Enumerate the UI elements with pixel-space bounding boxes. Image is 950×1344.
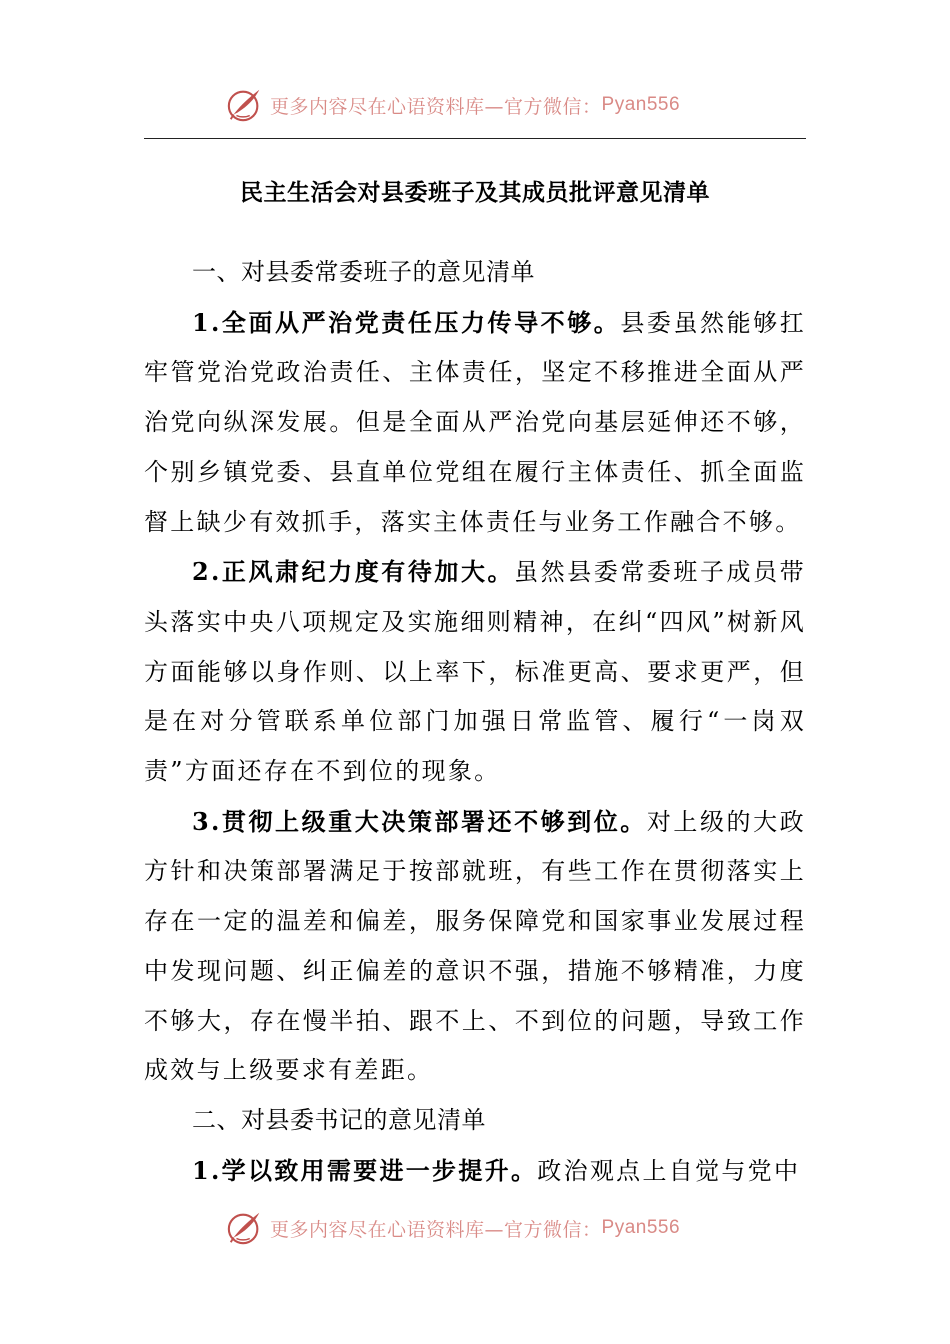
paragraph	[144, 547, 806, 797]
paragraph	[144, 797, 806, 1096]
quill-pen-logo-icon	[226, 86, 264, 124]
watermark-text: 更多内容尽在心语资料库—官方微信：	[270, 95, 602, 118]
footer-watermark-banner	[226, 1206, 680, 1250]
paragraph	[144, 298, 806, 548]
document-title: 民主生活会对县委班子及其成员批评意见清单	[240, 179, 710, 206]
paragraph-lead: 2.正风肃纪力度有待加大。	[192, 557, 515, 587]
wechat-id: Pyan556	[601, 1217, 681, 1238]
section-heading: 二、对县委书记的意见清单	[192, 1105, 486, 1134]
watermark-text: 更多内容尽在心语资料库—官方微信：	[270, 1218, 602, 1241]
section-heading: 一、对县委常委班子的意见清单	[192, 258, 535, 286]
document-body	[144, 248, 806, 1196]
paragraph-text: 对上级的大政方针和决策部署满足于按部就班，有些工作在贯彻落实上存在一定的温差和偏差，服务保障党和国家事业发展过程中发现问题、纠正偏差的意识不强，措施不够精准，力度不够大，存在慢半拍、跟不上、不到位的问题，导致工作成效与上级要求有差距。	[144, 807, 806, 1085]
header-divider	[144, 138, 806, 139]
header-watermark-banner	[226, 83, 680, 127]
paragraph-text: 政治观点上自觉与党中	[537, 1156, 801, 1185]
paragraph-text: 县委虽然能够扛牢管党治党政治责任、主体责任，坚定不移推进全面从严治党向纵深发展。但是全面从严治党向基层延伸还不够，个别乡镇党委、县直单位党组在履行主体责任、抓全面监督上缺少有效抓手，落实主体责任与业务工作融合不够。	[144, 308, 806, 536]
paragraph-lead: 3.贯彻上级重大决策部署还不够到位。	[192, 806, 647, 836]
paragraph	[144, 1146, 806, 1197]
wechat-id: Pyan556	[601, 94, 681, 115]
paragraph-lead: 1.全面从严治党责任压力传导不够。	[192, 307, 621, 337]
paragraph-text: 虽然县委常委班子成员带头落实中央八项规定及实施细则精神，在纠“四风”树新风方面能够以身作则、以上率下，标准更高、要求更严，但是在对分管联系单位部门加强日常监管、履行“一岗双责”方面还存在不到位的现象。	[144, 558, 806, 786]
quill-pen-logo-icon	[226, 1209, 264, 1247]
paragraph-lead: 1.学以致用需要进一步提升。	[192, 1155, 538, 1185]
